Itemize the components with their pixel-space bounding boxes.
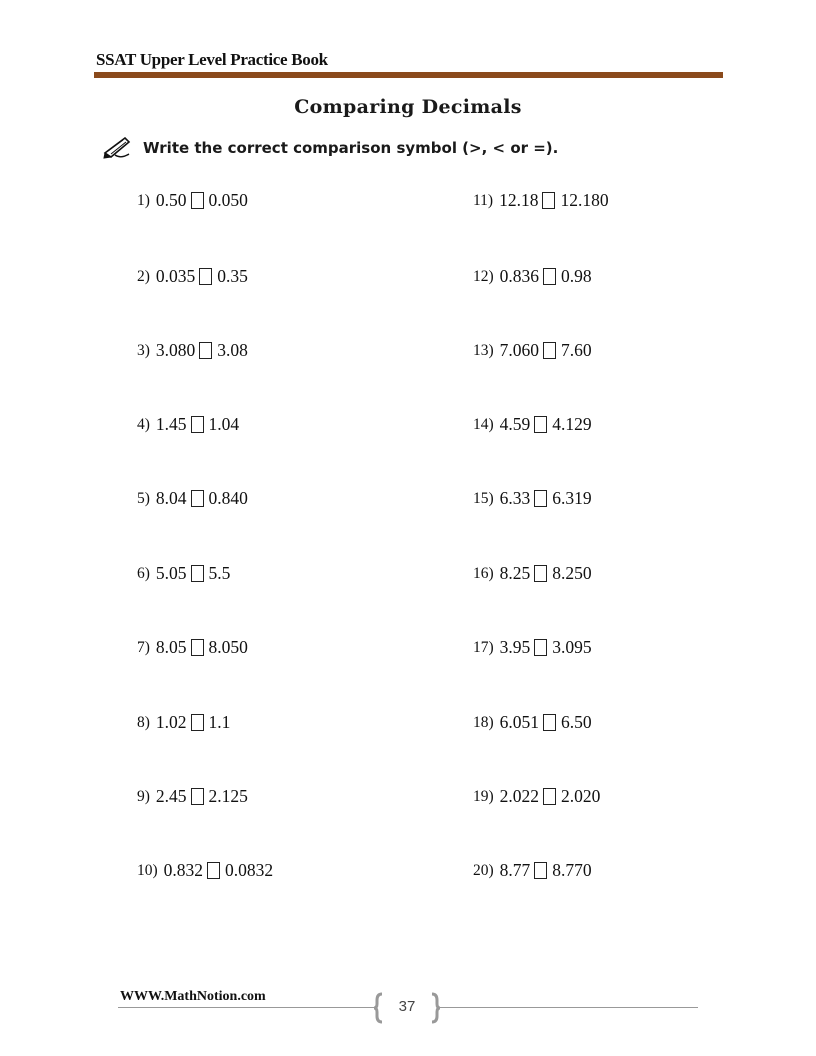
left-value: 0.836 (499, 266, 540, 286)
problem-number: 16) (473, 564, 494, 582)
header-rule (94, 72, 723, 78)
right-value: 1.04 (208, 414, 240, 434)
problem-item (473, 414, 592, 435)
right-value: 2.125 (208, 786, 248, 806)
left-value: 0.832 (163, 860, 204, 880)
problem-number: 10) (137, 861, 158, 879)
answer-box[interactable] (543, 268, 556, 285)
left-value: 8.25 (499, 563, 531, 583)
right-value: 3.095 (552, 637, 592, 657)
problem-number: 18) (473, 713, 494, 731)
answer-box[interactable] (191, 490, 204, 507)
right-value: 0.050 (208, 190, 248, 210)
problem-number: 9) (137, 787, 150, 805)
problem-item (137, 414, 239, 435)
right-value: 4.129 (552, 414, 592, 434)
problem-number: 20) (473, 861, 494, 879)
problem-number: 7) (137, 638, 150, 656)
right-value: 8.770 (552, 860, 592, 880)
problem-item (473, 340, 592, 361)
right-value: 5.5 (208, 563, 231, 583)
left-value: 2.022 (499, 786, 540, 806)
left-value: 5.05 (155, 563, 187, 583)
right-value: 0.98 (561, 266, 592, 286)
problem-item (137, 637, 248, 658)
right-value: 2.020 (561, 786, 601, 806)
right-value: 0.35 (217, 266, 248, 286)
problem-item (137, 266, 248, 287)
left-value: 6.33 (499, 488, 531, 508)
problem-number: 12) (473, 267, 494, 285)
problem-number: 3) (137, 341, 150, 359)
answer-box[interactable] (191, 565, 204, 582)
problem-number: 5) (137, 489, 150, 507)
left-value: 2.45 (155, 786, 187, 806)
problem-number: 2) (137, 267, 150, 285)
instruction (103, 137, 558, 159)
left-value: 1.02 (155, 712, 187, 732)
problem-item (473, 488, 592, 509)
problem-number: 17) (473, 638, 494, 656)
problem-item (137, 340, 248, 361)
answer-box[interactable] (534, 639, 547, 656)
problem-item (473, 637, 592, 658)
answer-box[interactable] (199, 342, 212, 359)
answer-box[interactable] (543, 714, 556, 731)
problem-item (137, 488, 248, 509)
problem-item (137, 190, 248, 211)
footer-rule-left (118, 1007, 374, 1008)
problem-item (473, 563, 592, 584)
left-value: 6.051 (499, 712, 540, 732)
problem-number: 19) (473, 787, 494, 805)
problem-number: 1) (137, 191, 150, 209)
problem-item (473, 860, 592, 881)
answer-box[interactable] (534, 490, 547, 507)
answer-box[interactable] (191, 714, 204, 731)
problem-item (137, 786, 248, 807)
problem-item (137, 712, 230, 733)
right-value: 8.050 (208, 637, 248, 657)
problem-number: 8) (137, 713, 150, 731)
problem-number: 14) (473, 415, 494, 433)
problem-item (473, 266, 592, 287)
right-value: 1.1 (208, 712, 231, 732)
left-value: 1.45 (155, 414, 187, 434)
right-value: 0.840 (208, 488, 248, 508)
book-title: SSAT Upper Level Practice Book (96, 50, 328, 69)
problem-item (137, 860, 273, 881)
problem-item (473, 712, 592, 733)
answer-box[interactable] (534, 416, 547, 433)
answer-box[interactable] (191, 416, 204, 433)
left-value: 8.77 (499, 860, 531, 880)
page-title: Comparing Decimals (294, 96, 522, 118)
problem-number: 4) (137, 415, 150, 433)
right-value: 3.08 (217, 340, 248, 360)
right-value: 6.50 (561, 712, 592, 732)
right-value: 6.319 (552, 488, 592, 508)
answer-box[interactable] (543, 788, 556, 805)
footer-url: WWW.MathNotion.com (120, 989, 266, 1004)
instruction-text: Write the correct comparison symbol (>, < or =). (143, 139, 559, 157)
left-value: 0.035 (155, 266, 196, 286)
answer-box[interactable] (543, 342, 556, 359)
problem-item (473, 190, 609, 211)
answer-box[interactable] (534, 565, 547, 582)
answer-box[interactable] (207, 862, 220, 879)
left-value: 4.59 (499, 414, 531, 434)
left-value: 0.50 (155, 190, 187, 210)
problem-number: 13) (473, 341, 494, 359)
left-value: 8.05 (155, 637, 187, 657)
left-value: 8.04 (155, 488, 187, 508)
left-value: 12.18 (499, 190, 539, 210)
left-value: 3.95 (499, 637, 531, 657)
answer-box[interactable] (191, 788, 204, 805)
answer-box[interactable] (191, 192, 204, 209)
problem-number: 11) (473, 191, 494, 209)
answer-box[interactable] (199, 268, 212, 285)
problem-number: 6) (137, 564, 150, 582)
left-value: 3.080 (155, 340, 196, 360)
answer-box[interactable] (534, 862, 547, 879)
problem-item (473, 786, 600, 807)
right-value: 0.0832 (225, 860, 274, 880)
answer-box[interactable] (542, 192, 555, 209)
answer-box[interactable] (191, 639, 204, 656)
page-number: 37 (398, 998, 416, 1015)
right-value: 8.250 (552, 563, 592, 583)
problem-item (137, 563, 230, 584)
right-value: 12.180 (560, 190, 609, 210)
pencil-icon (103, 137, 133, 159)
footer-rule-right (440, 1007, 698, 1008)
left-value: 7.060 (499, 340, 540, 360)
right-value: 7.60 (561, 340, 592, 360)
problem-number: 15) (473, 489, 494, 507)
